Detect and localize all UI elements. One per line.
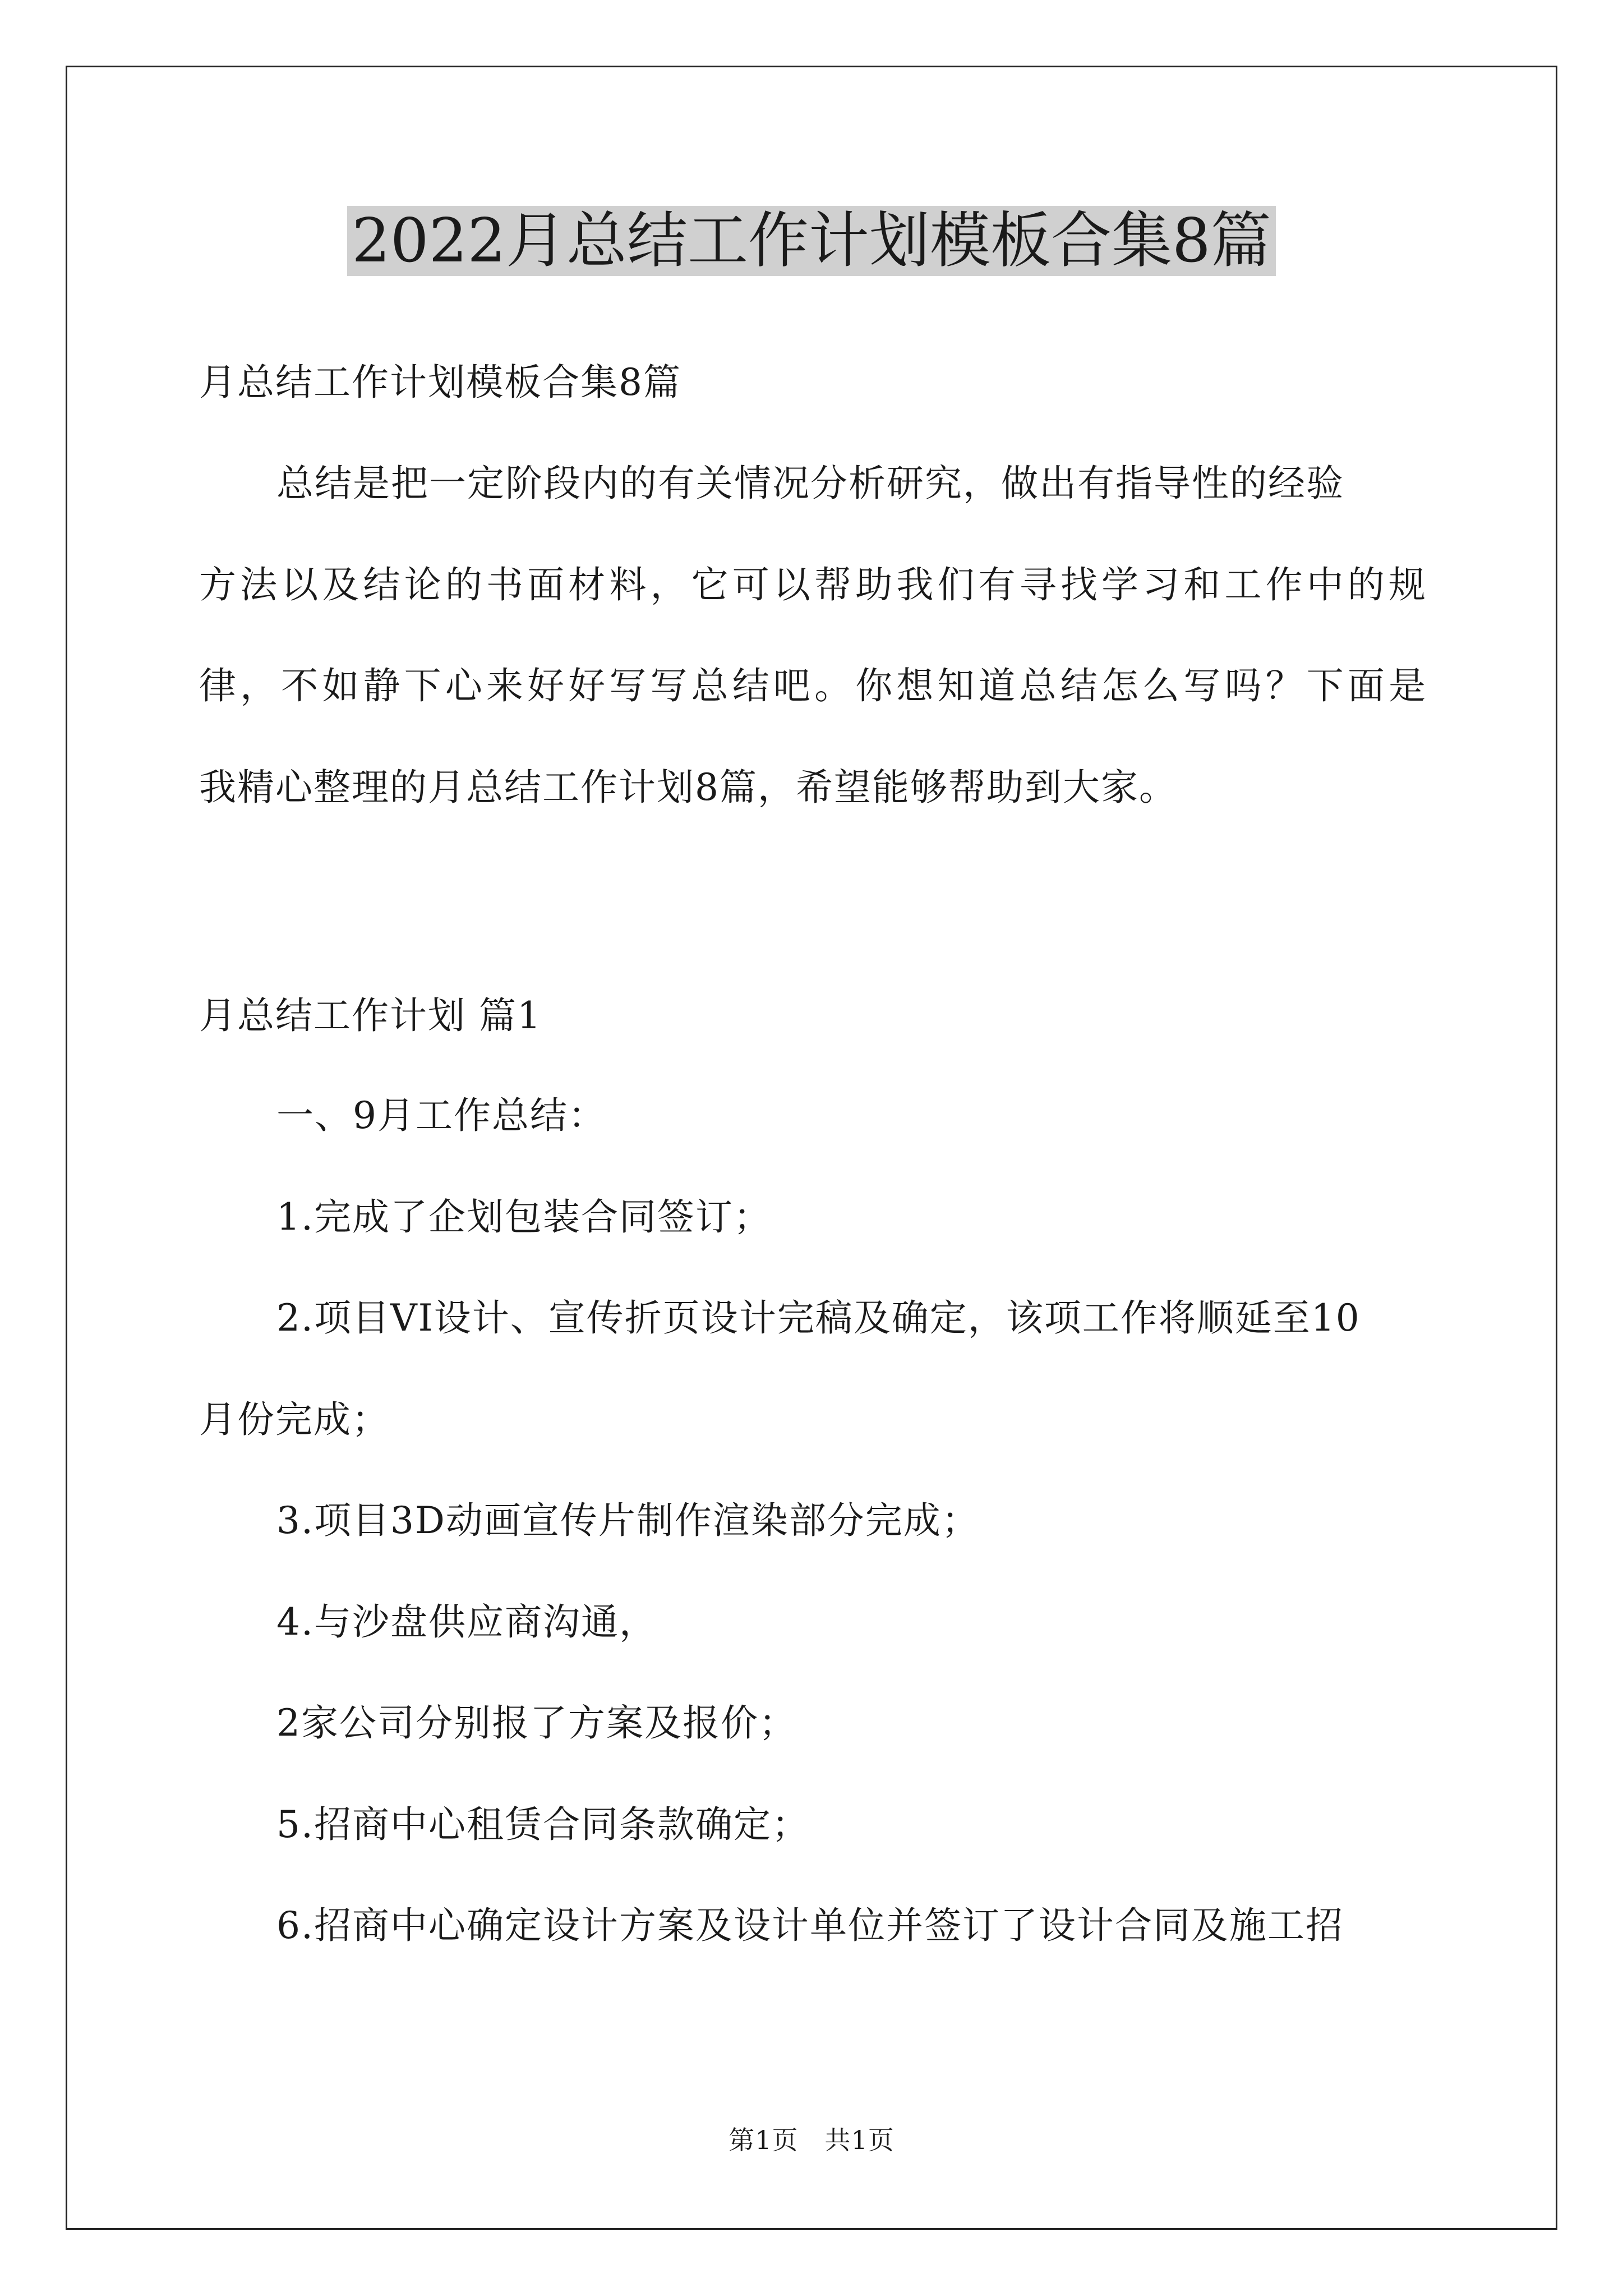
subtitle-line: 月总结工作计划模板合集8篇 — [199, 361, 681, 404]
list-item-2-cont: 月份完成； — [199, 1398, 390, 1441]
list-item-4-cont: 2家公司分别报了方案及报价； — [276, 1701, 797, 1745]
document-title — [0, 199, 1623, 283]
list-item-2: 2.项目VI设计、宣传折页设计完稿及确定，该项工作将顺延至10 — [276, 1296, 1361, 1340]
summary-heading: 一、9月工作总结： — [276, 1094, 606, 1137]
intro-line-3: 律，不如静下心来好好写写总结吧。你想知道总结怎么写吗？下面是 — [199, 664, 1426, 707]
list-item-4: 4.与沙盘供应商沟通， — [276, 1600, 657, 1644]
section-heading: 月总结工作计划 篇1 — [199, 994, 542, 1037]
list-item-3: 3.项目3D动画宣传片制作渲染部分完成； — [276, 1499, 980, 1542]
intro-line-2: 方法以及结论的书面材料，它可以帮助我们有寻找学习和工作中的规 — [199, 563, 1426, 606]
page-footer: 第1页 共1页 — [728, 2125, 895, 2155]
intro-line-1: 总结是把一定阶段内的有关情况分析研究，做出有指导性的经验 — [276, 462, 1344, 505]
intro-line-4: 我精心整理的月总结工作计划8篇，希望能够帮助到大家。 — [199, 766, 1177, 809]
title-text: 2022月总结工作计划模板合集8篇 — [347, 206, 1276, 276]
list-item-6: 6.招商中心确定设计方案及设计单位并签订了设计合同及施工招 — [276, 1904, 1344, 1947]
list-item-1: 1.完成了企划包装合同签订； — [276, 1195, 772, 1239]
list-item-5: 5.招商中心租赁合同条款确定； — [276, 1803, 810, 1846]
